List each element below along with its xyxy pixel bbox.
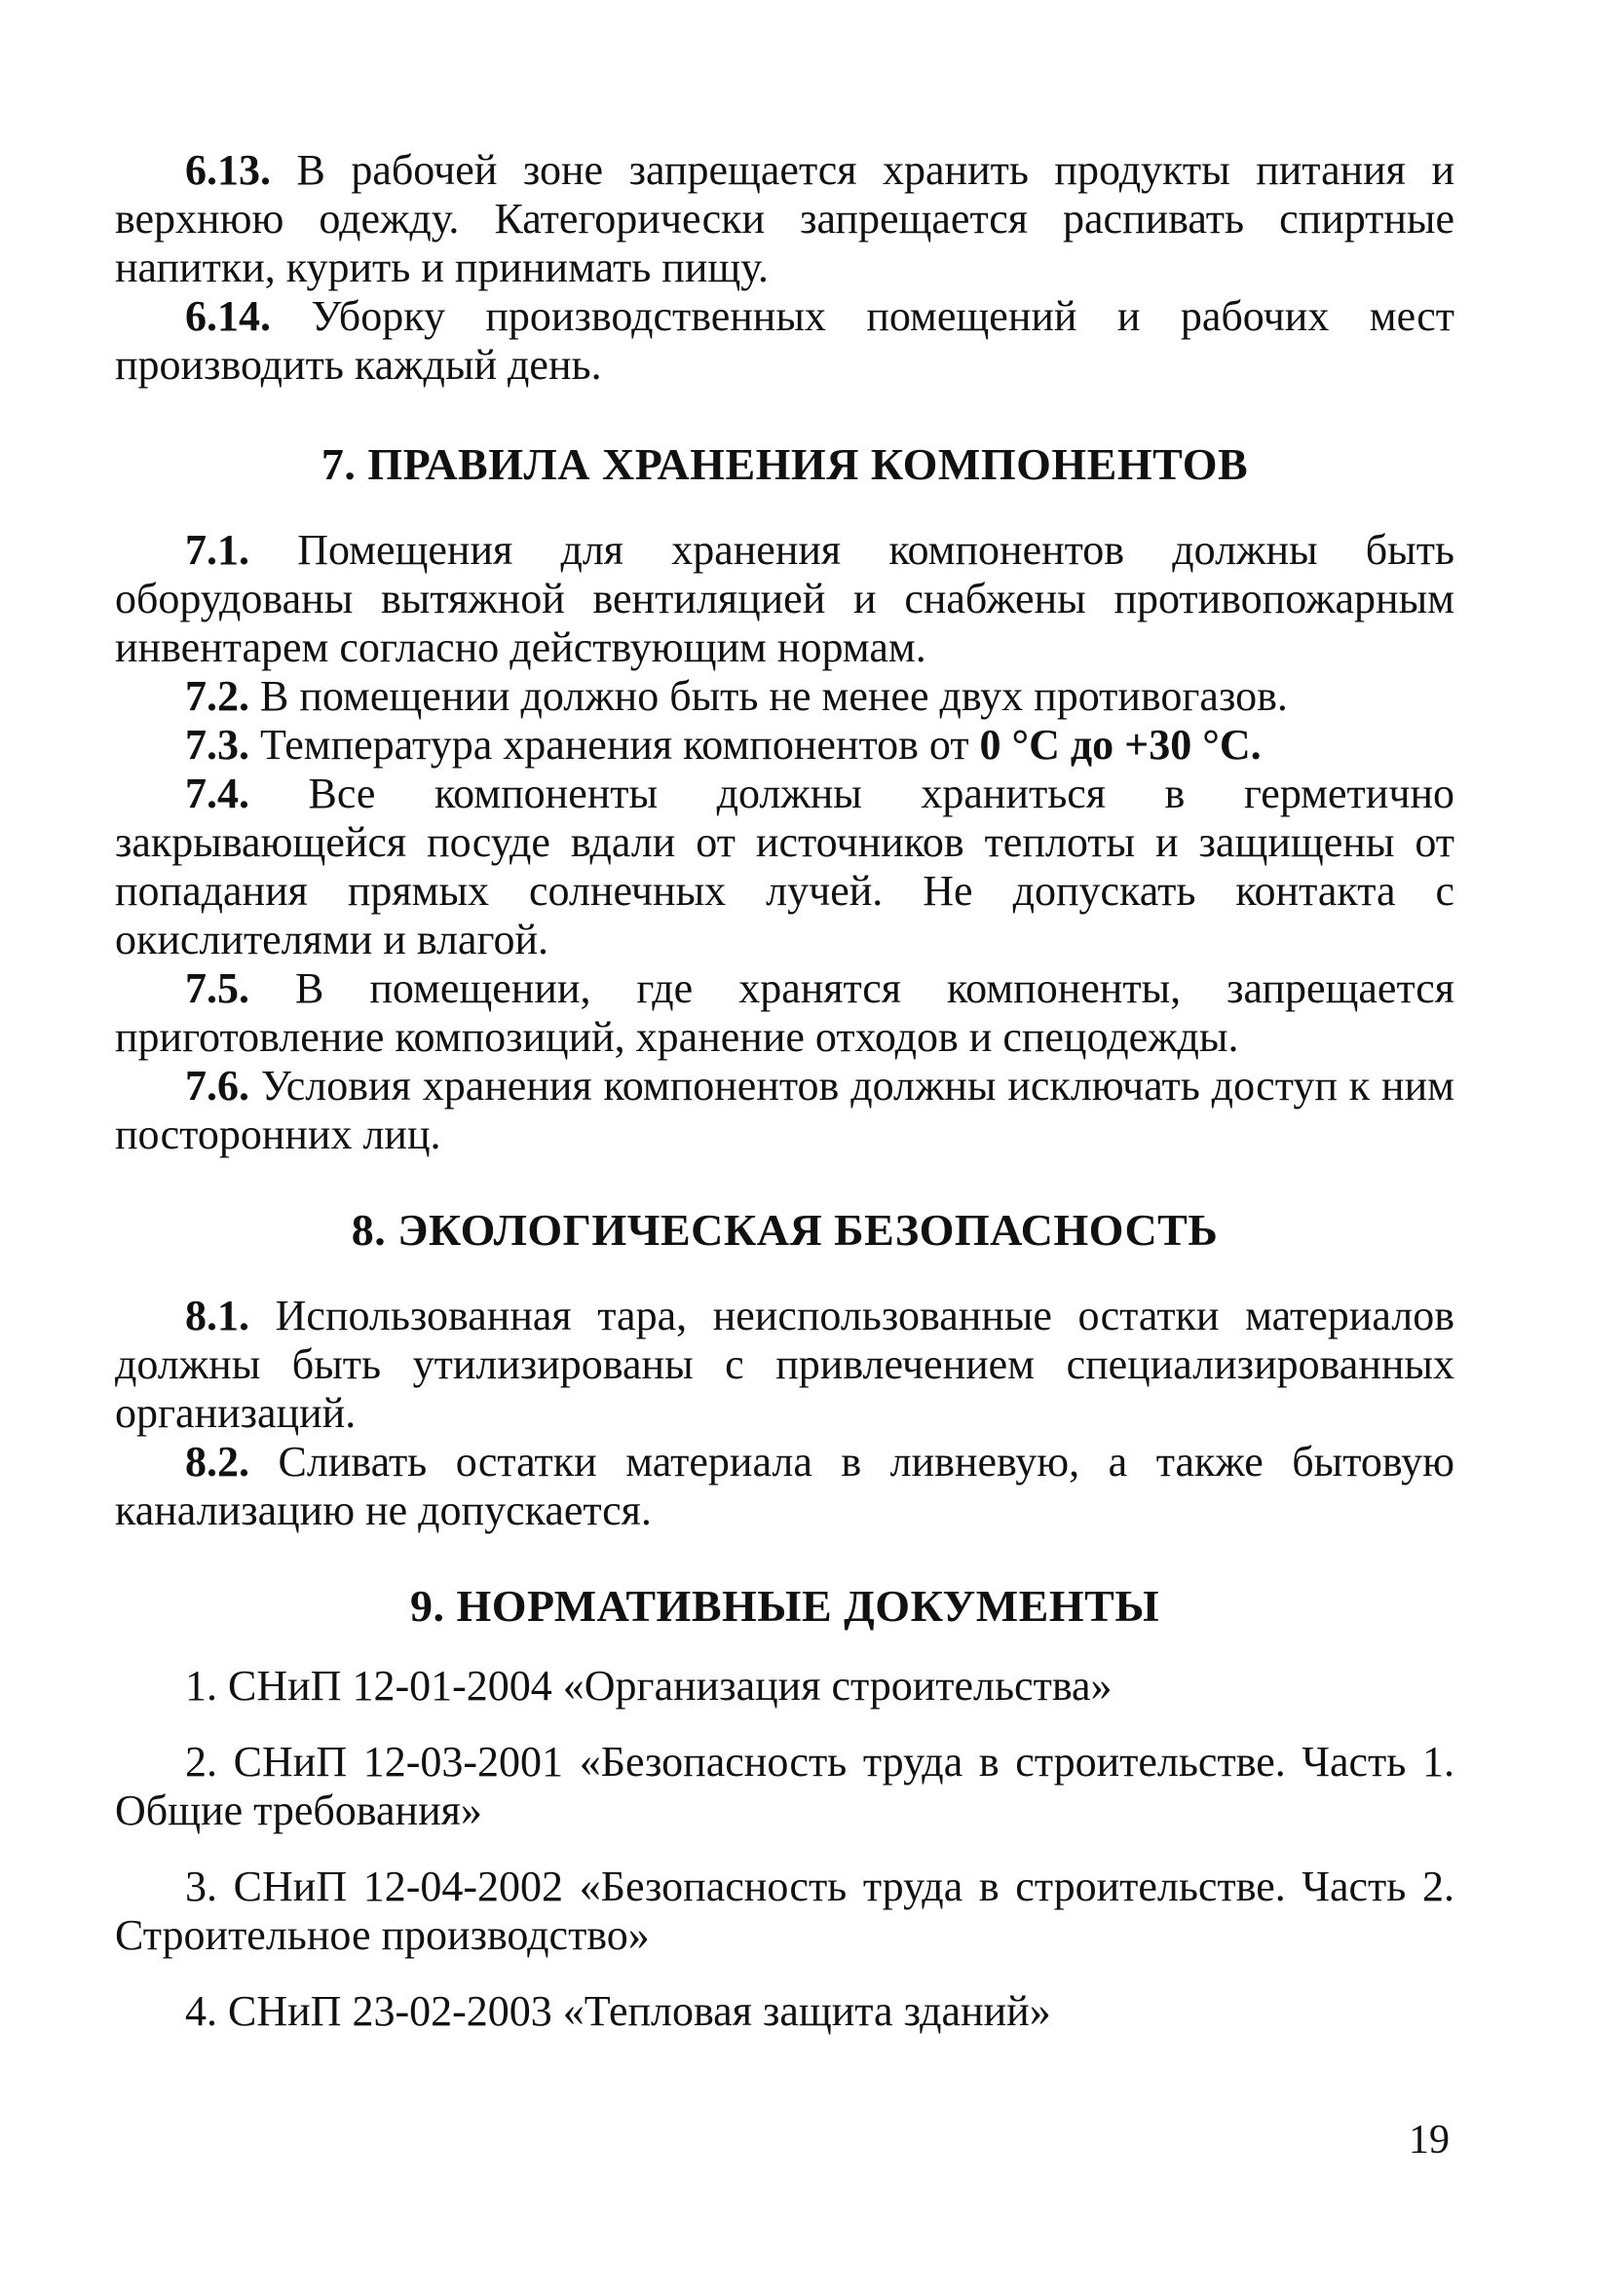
normative-document-3: 3. СНиП 12-04-2002 «Безопасность труда в строительстве. Часть 2. Строительное производство»	[115, 1863, 1454, 1959]
section-8-heading: 8. ЭКОЛОГИЧЕСКАЯ БЕЗОПАСНОСТЬ	[351, 1205, 1219, 1255]
normative-document-2: 2. СНиП 12-03-2001 «Безопасность труда в строительстве. Часть 1. Общие требования»	[115, 1738, 1454, 1834]
paragraph-7-3: 7.3. Температура хранения компонентов от 0 °С до +30 °С.	[185, 721, 1262, 769]
normative-document-1: 1. СНиП 12-01-2004 «Организация строительства»	[185, 1662, 1113, 1710]
paragraph-7-5: 7.5. В помещении, где хранятся компоненты, запрещается приготовление композиций, хранение отходов и спецодежды.	[115, 964, 1454, 1061]
paragraph-6-13: 6.13. В рабочей зоне запрещается хранить продукты питания и верхнюю одежду. Категорически запрещается распивать спиртные напитки, курить и принимать пищу.	[115, 146, 1454, 291]
page-number: 19	[1409, 2118, 1450, 2163]
paragraph-7-2: 7.2. В помещении должно быть не менее двух противогазов.	[185, 672, 1288, 720]
paragraph-8-1: 8.1. Использованная тара, неиспользованные остатки материалов должны быть утилизированы с привлечением специализированных организаций.	[115, 1292, 1454, 1437]
paragraph-7-4: 7.4. Все компоненты должны храниться в герметично закрывающейся посуде вдали от источников теплоты и защищены от попадания прямых солнечных лучей. Не допускать контакта с окислителями и влагой.	[115, 770, 1454, 963]
paragraph-7-6: 7.6. Условия хранения компонентов должны исключать доступ к ним посторонних лиц.	[115, 1062, 1454, 1158]
normative-document-4: 4. СНиП 23-02-2003 «Тепловая защита зданий»	[185, 1987, 1051, 2035]
document-page	[115, 146, 1454, 2063]
paragraph-6-14: 6.14. Уборку производственных помещений и рабочих мест производить каждый день.	[115, 292, 1454, 389]
section-9-heading: 9. НОРМАТИВНЫЕ ДОКУМЕНТЫ	[409, 1581, 1159, 1631]
paragraph-7-1: 7.1. Помещения для хранения компонентов должны быть оборудованы вытяжной вентиляцией и снабжены противопожарным инвентарем согласно действующим нормам.	[115, 526, 1454, 671]
paragraph-8-2: 8.2. Сливать остатки материала в ливневую, а также бытовую канализацию не допускается.	[115, 1438, 1454, 1534]
section-7-heading: 7. ПРАВИЛА ХРАНЕНИЯ КОМПОНЕНТОВ	[321, 439, 1249, 489]
